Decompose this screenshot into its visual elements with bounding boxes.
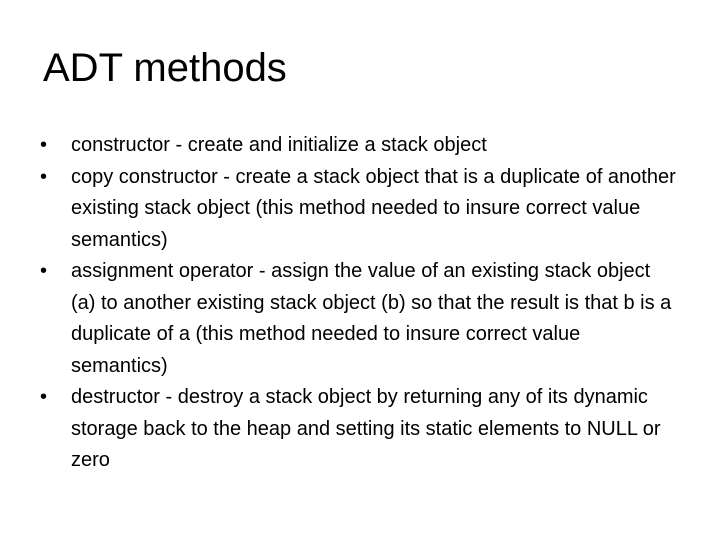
bullet-item-copy-constructor bbox=[40, 162, 680, 257]
bullet-item-assignment-operator bbox=[40, 256, 680, 382]
bullet-text: copy constructor - create a stack object that is a duplicate of another existing stack object (this method needed to insure correct value semantics) bbox=[71, 165, 676, 251]
bullet-icon: • bbox=[40, 386, 48, 408]
bullet-icon: • bbox=[40, 134, 48, 156]
bullet-list bbox=[40, 130, 680, 477]
slide-title: ADT methods bbox=[43, 46, 287, 90]
bullet-item-destructor bbox=[40, 382, 680, 477]
bullet-icon: • bbox=[40, 165, 48, 188]
bullet-icon: • bbox=[40, 260, 48, 282]
bullet-text: destructor - destroy a stack object by returning any of its dynamic storage back to the heap and setting its static elements to NULL or zero bbox=[71, 386, 661, 471]
bullet-item-constructor bbox=[40, 130, 680, 162]
bullet-text: constructor - create and initialize a stack object bbox=[71, 134, 487, 156]
bullet-text: assignment operator - assign the value of an existing stack object (a) to another existing stack object (b) so that the result is that b is a duplicate of a (this method needed to insure correct value semantics) bbox=[71, 260, 672, 377]
